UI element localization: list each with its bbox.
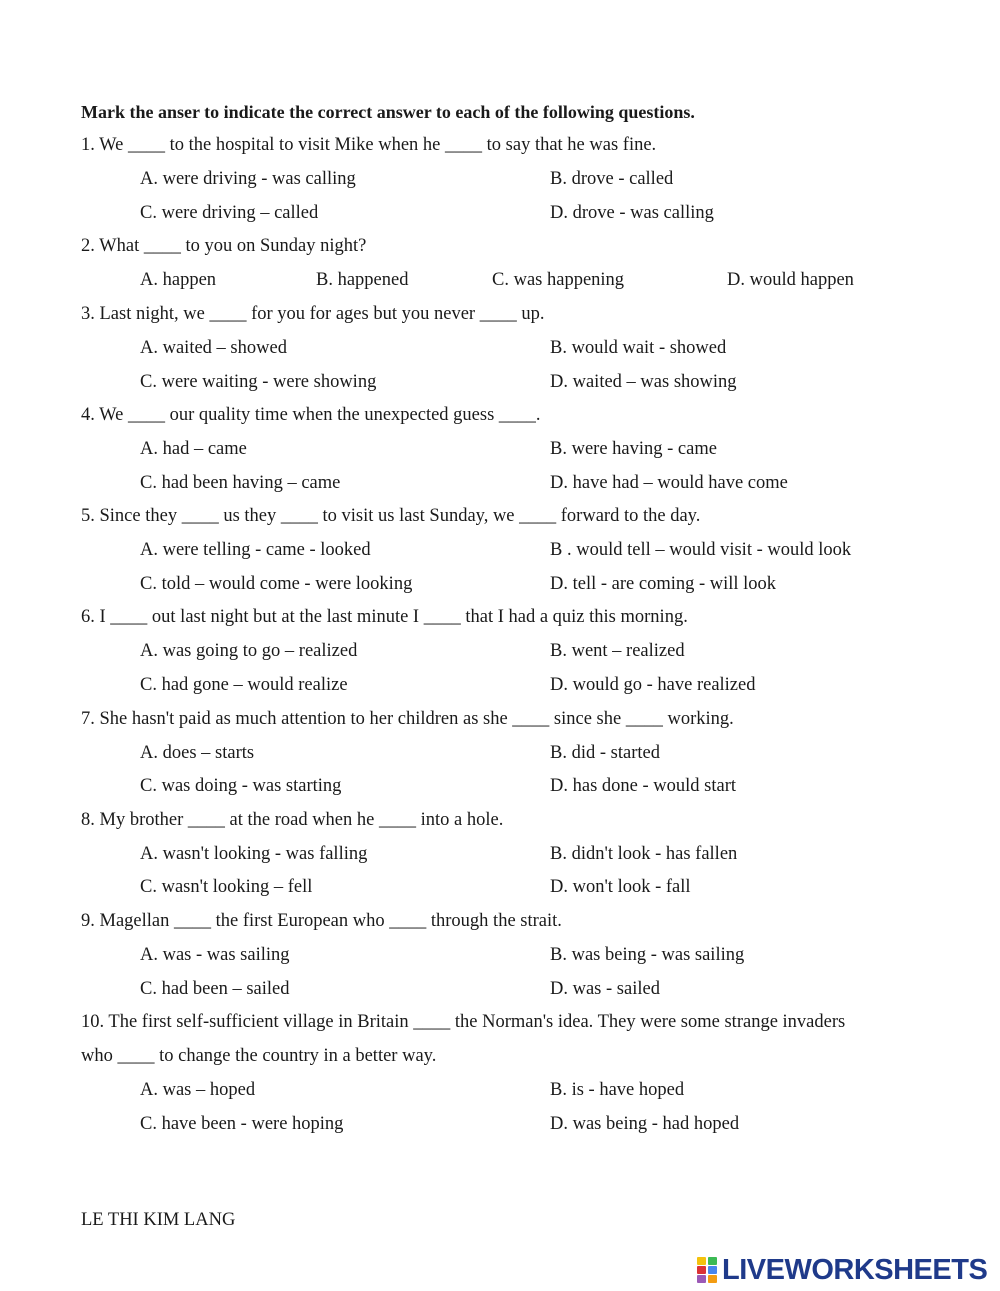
q2-option-c[interactable]: C. was happening	[492, 270, 625, 290]
q10-option-a[interactable]: A. was – hoped	[140, 1080, 256, 1100]
q2-option-b[interactable]: B. happened	[316, 270, 409, 290]
q10-option-c[interactable]: C. have been - were hoping	[140, 1114, 344, 1134]
q9-option-b[interactable]: B. was being - was sailing	[550, 945, 745, 965]
q5-option-a[interactable]: A. were telling - came - looked	[140, 540, 371, 560]
q10-option-b[interactable]: B. is - have hoped	[550, 1080, 685, 1100]
liveworksheets-logo	[697, 1253, 987, 1287]
q9-option-c[interactable]: C. had been – sailed	[140, 979, 290, 999]
q5-option-b[interactable]: B . would tell – would visit - would look	[550, 540, 852, 560]
q2-option-a[interactable]: A. happen	[140, 270, 217, 290]
q2-option-d[interactable]: D. would happen	[727, 270, 854, 290]
q8-option-b[interactable]: B. didn't look - has fallen	[550, 844, 738, 864]
q1-option-d[interactable]: D. drove - was calling	[550, 203, 714, 223]
question-8: 8. My brother ____ at the road when he ____ into a hole.	[81, 810, 504, 830]
q8-option-a[interactable]: A. wasn't looking - was falling	[140, 844, 368, 864]
q1-option-b[interactable]: B. drove - called	[550, 169, 674, 189]
q7-option-c[interactable]: C. was doing - was starting	[140, 776, 342, 796]
question-9: 9. Magellan ____ the first European who ____ through the strait.	[81, 911, 562, 931]
q4-option-a[interactable]: A. had – came	[140, 439, 247, 459]
question-1: 1. We ____ to the hospital to visit Mike when he ____ to say that he was fine.	[81, 135, 657, 155]
q1-option-a[interactable]: A. were driving - was calling	[140, 169, 356, 189]
q4-option-d[interactable]: D. have had – would have come	[550, 473, 788, 493]
question-3: 3. Last night, we ____ for you for ages but you never ____ up.	[81, 304, 545, 324]
q8-option-c[interactable]: C. wasn't looking – fell	[140, 877, 313, 897]
q10-option-d[interactable]: D. was being - had hoped	[550, 1114, 740, 1134]
q6-option-c[interactable]: C. had gone – would realize	[140, 675, 348, 695]
question-7: 7. She hasn't paid as much attention to her children as she ____ since she ____ working.	[81, 709, 734, 729]
liveworksheets-logo-text: LIVEWORKSHEETS	[722, 1253, 988, 1286]
question-6: 6. I ____ out last night but at the last minute I ____ that I had a quiz this morning.	[81, 607, 688, 627]
question-10: 10. The first self-sufficient village in Britain ____ the Norman's idea. They were some strange invaders	[81, 1012, 846, 1032]
question-4: 4. We ____ our quality time when the unexpected guess ____.	[81, 405, 541, 425]
q3-option-b[interactable]: B. would wait - showed	[550, 338, 727, 358]
instructions: Mark the anser to indicate the correct answer to each of the following questions.	[81, 102, 695, 122]
q5-option-c[interactable]: C. told – would come - were looking	[140, 574, 413, 594]
q7-option-a[interactable]: A. does – starts	[140, 743, 255, 763]
author-name: LE THI KIM LANG	[81, 1210, 236, 1230]
question-5: 5. Since they ____ us they ____ to visit us last Sunday, we ____ forward to the day.	[81, 506, 701, 526]
liveworksheets-logo-icon	[697, 1257, 719, 1283]
q5-option-d[interactable]: D. tell - are coming - will look	[550, 574, 777, 594]
q3-option-d[interactable]: D. waited – was showing	[550, 372, 737, 392]
q7-option-d[interactable]: D. has done - would start	[550, 776, 736, 796]
q8-option-d[interactable]: D. won't look - fall	[550, 877, 691, 897]
q6-option-d[interactable]: D. would go - have realized	[550, 675, 756, 695]
question-2: 2. What ____ to you on Sunday night?	[81, 236, 367, 256]
q1-option-c[interactable]: C. were driving – called	[140, 203, 319, 223]
q9-option-a[interactable]: A. was - was sailing	[140, 945, 290, 965]
q7-option-b[interactable]: B. did - started	[550, 743, 660, 763]
q6-option-b[interactable]: B. went – realized	[550, 641, 685, 661]
q3-option-a[interactable]: A. waited – showed	[140, 338, 287, 358]
q4-option-b[interactable]: B. were having - came	[550, 439, 717, 459]
q4-option-c[interactable]: C. had been having – came	[140, 473, 341, 493]
q3-option-c[interactable]: C. were waiting - were showing	[140, 372, 377, 392]
q6-option-a[interactable]: A. was going to go – realized	[140, 641, 358, 661]
q9-option-d[interactable]: D. was - sailed	[550, 979, 660, 999]
question-10-continued: who ____ to change the country in a better way.	[81, 1046, 437, 1066]
